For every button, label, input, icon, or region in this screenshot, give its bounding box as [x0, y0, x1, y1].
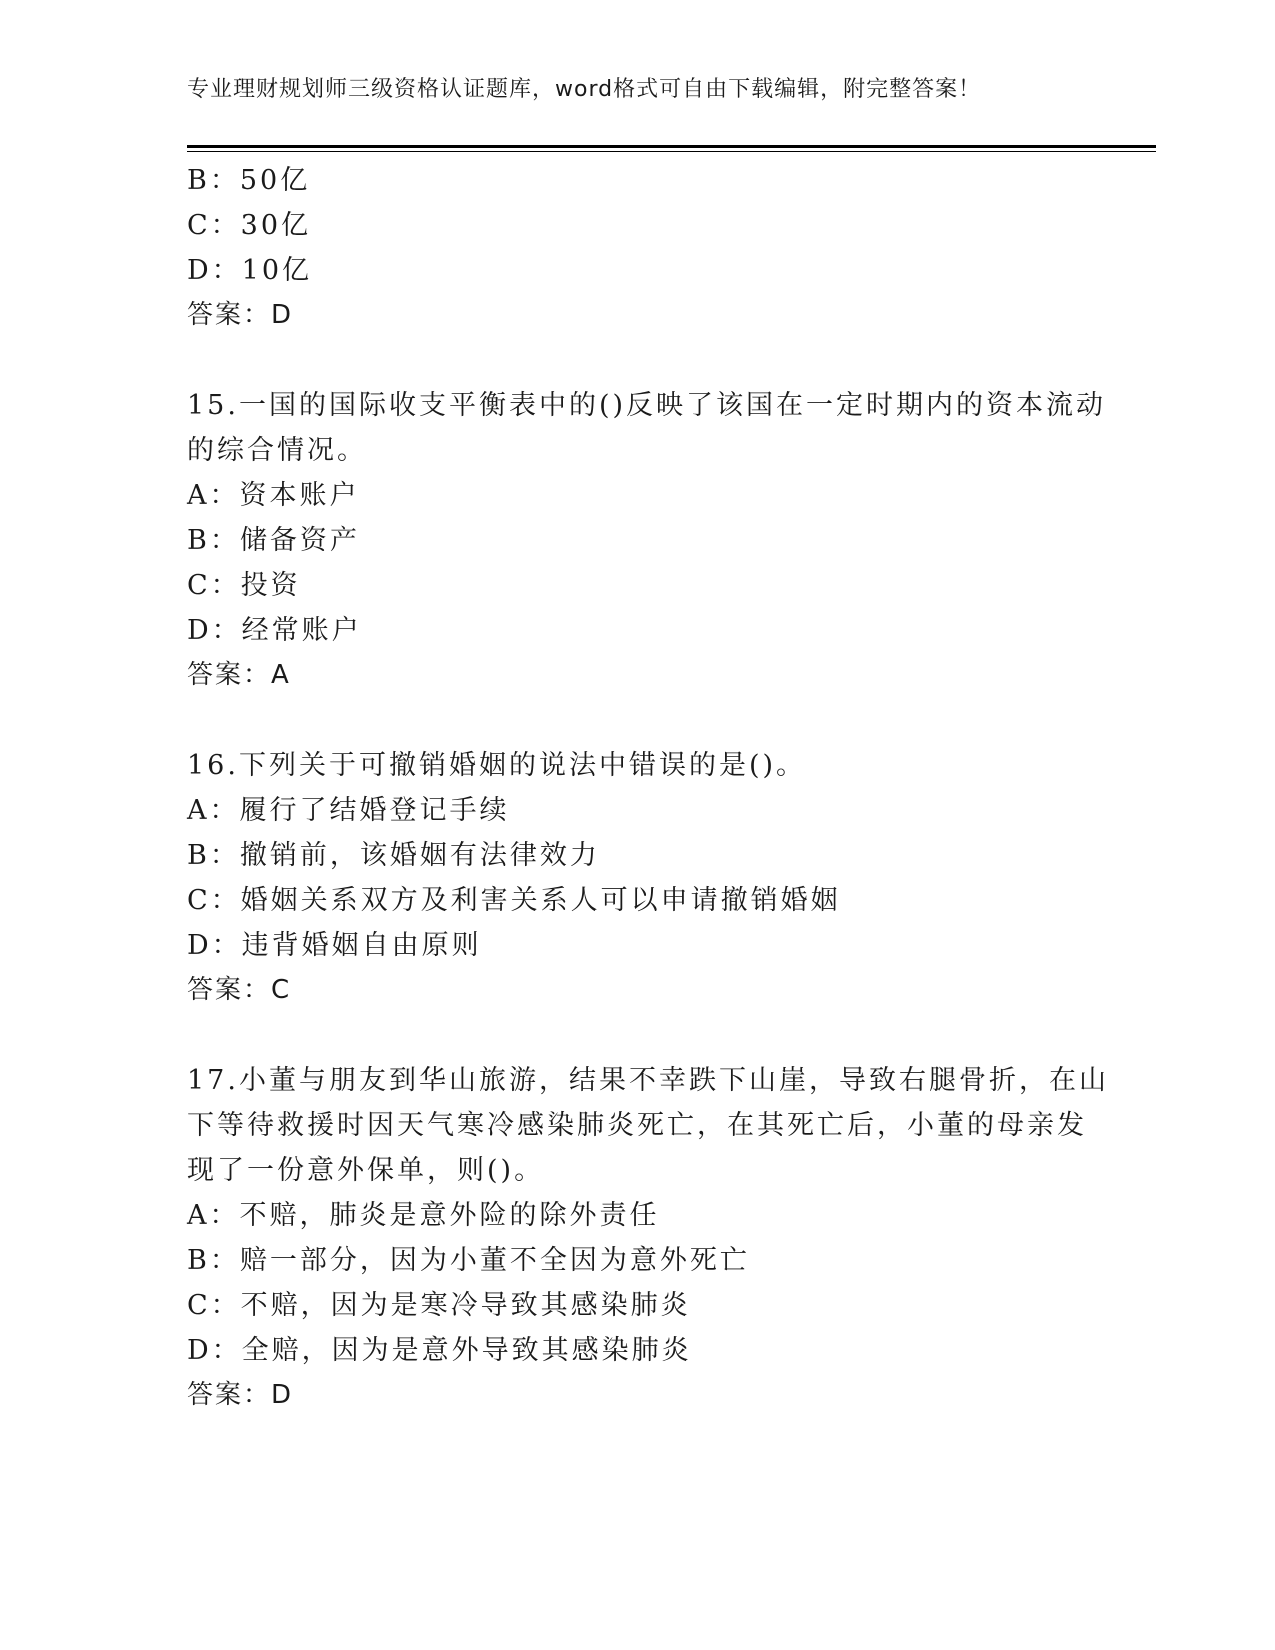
option-letter: B： [187, 165, 240, 196]
option-text: 经常账户 [241, 615, 362, 646]
option-letter: C： [187, 570, 241, 601]
option-letter: B： [187, 840, 240, 871]
header-rule-thick [187, 145, 1156, 148]
question-block [187, 1058, 1109, 1418]
answer-option [187, 1238, 1087, 1283]
block-spacer [187, 698, 1087, 743]
option-text: 履行了结婚登记手续 [239, 795, 510, 826]
option-letter: A： [187, 795, 240, 826]
option-letter: D： [187, 1335, 242, 1366]
option-text: 30亿 [240, 210, 312, 241]
question-block [187, 158, 1087, 383]
question-stem-line: 现了一份意外保单，则()。 [187, 1155, 545, 1186]
option-text: 赔一部分，因为小董不全因为意外死亡 [239, 1245, 750, 1276]
answer-option [187, 1328, 1087, 1373]
answer-option [187, 788, 1087, 833]
option-letter: B： [187, 1245, 240, 1276]
option-text: 婚姻关系双方及利害关系人可以申请撤销婚姻 [240, 885, 841, 916]
question-block [187, 383, 1107, 743]
question-block [187, 743, 1087, 1058]
answer-option [187, 608, 1087, 653]
option-letter: C： [187, 1290, 241, 1321]
answer-option [187, 518, 1087, 563]
answer-option [187, 1283, 1087, 1328]
block-spacer [187, 338, 1087, 383]
option-letter: D： [187, 255, 242, 286]
question-list [187, 158, 1109, 1418]
option-text: 50亿 [239, 165, 311, 196]
option-text: 违背婚姻自由原则 [241, 930, 482, 961]
question-stem-line: 15.一国的国际收支平衡表中的()反映了该国在一定时期内的资本流动 [187, 390, 1107, 421]
question-stem-line: 的综合情况。 [187, 435, 367, 466]
answer-option [187, 1193, 1087, 1238]
answer-option [187, 473, 1087, 518]
option-text: 撤销前，该婚姻有法律效力 [239, 840, 600, 871]
question-stem-line: 17.小董与朋友到华山旅游，结果不幸跌下山崖，导致右腿骨折，在山 [187, 1065, 1109, 1096]
option-text: 全赔，因为是意外导致其感染肺炎 [241, 1335, 692, 1366]
option-text: 不赔，肺炎是意外险的除外责任 [239, 1200, 660, 1231]
answer-option [187, 203, 1087, 248]
option-text: 不赔，因为是寒冷导致其感染肺炎 [240, 1290, 691, 1321]
answer-key: 答案：C [187, 975, 292, 1005]
answer-option [187, 833, 1087, 878]
page-header: 专业理财规划师三级资格认证题库，word格式可自由下载编辑，附完整答案！ [187, 77, 982, 102]
answer-option [187, 248, 1087, 293]
question-stem-line: 下等待救援时因天气寒冷感染肺炎死亡，在其死亡后，小董的母亲发 [187, 1110, 1087, 1141]
answer-option [187, 158, 1087, 203]
option-letter: D： [187, 615, 242, 646]
option-letter: A： [187, 1200, 240, 1231]
answer-option [187, 563, 1087, 608]
answer-option [187, 923, 1087, 968]
block-spacer [187, 1013, 1087, 1058]
answer-key: 答案：D [187, 300, 294, 330]
option-letter: A： [187, 480, 240, 511]
header-rule-thin [187, 151, 1156, 152]
option-text: 投资 [240, 570, 301, 601]
answer-option [187, 878, 1087, 923]
answer-key: 答案：D [187, 1380, 294, 1410]
question-stem-line: 16.下列关于可撤销婚姻的说法中错误的是()。 [187, 750, 807, 781]
option-letter: C： [187, 885, 241, 916]
option-text: 储备资产 [239, 525, 360, 556]
option-text: 资本账户 [239, 480, 360, 511]
answer-key: 答案：A [187, 660, 291, 690]
option-text: 10亿 [241, 255, 313, 286]
option-letter: D： [187, 930, 242, 961]
option-letter: C： [187, 210, 241, 241]
option-letter: B： [187, 525, 240, 556]
